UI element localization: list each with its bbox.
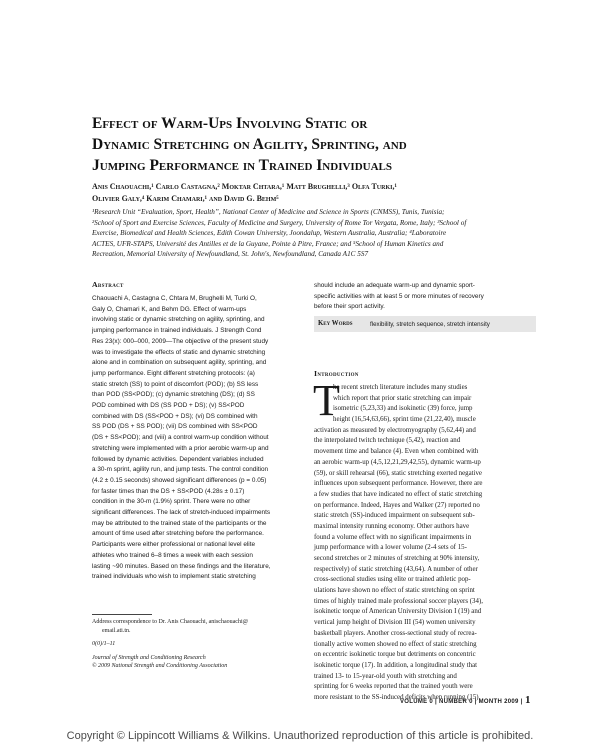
text-line: athletes who trained 6–8 times a week with each session: [92, 551, 253, 559]
text-line: second stretches or 2 minutes of stretching at 90% intensity,: [314, 555, 480, 562]
text-line: POD combined with DS (SS POD + DS); (v) SS<POD: [92, 402, 245, 410]
keywords-box: [314, 316, 536, 332]
introduction-heading: Introduction: [314, 369, 359, 378]
text-line: jumping performance in trained individuals. J Strength Cond: [92, 327, 262, 335]
text-line: involving static or dynamic stretching on agility, sprinting, and: [92, 316, 265, 324]
footnotes: [92, 618, 318, 671]
article-code: 0(0)/1–11: [92, 641, 116, 648]
text-line: Participants were either professional or national level elite: [92, 541, 256, 549]
text-line: isometric (5,23,33) and isokinetic (39) force, jump: [333, 405, 473, 413]
issue-info: VOLUME 0 | NUMBER 0 | MONTH 2009 |: [400, 699, 523, 705]
text-line: significant differences. The lack of stretch-induced impairments: [92, 509, 271, 517]
abstract-continuation: [314, 281, 534, 313]
text-line: on eccentric isokinetic torque but detriments on concentric: [314, 651, 476, 659]
text-line: cross-sectional studies using elite or trained athletic pop-: [314, 576, 471, 584]
text-line: activation as measured by electromyography (5,62,44) and: [314, 426, 476, 434]
text-line: trained 13- to 15-year-old youth with stretching and: [314, 672, 457, 680]
text-line: condition in the 30-m (1.9%) sprint. There were no other: [92, 498, 251, 506]
text-line: Res 23(x): 000–000, 2009—The objective of the present study: [92, 337, 269, 345]
text-line: he recent stretch literature includes many studies: [333, 384, 468, 391]
text-line: may be attributed to the trained state of the participants or the: [92, 519, 267, 527]
text-line: SS POD (DS + SS POD); (vii) DS combined with SS<POD: [92, 423, 258, 431]
page-number: 1: [525, 694, 531, 706]
text-line: isokinetic torque of American University Division I (19) and: [314, 608, 482, 616]
author-list: [92, 181, 532, 205]
affiliations: [92, 207, 532, 260]
text-line: found a volume effect with no significant impairments in: [314, 533, 472, 541]
text-line: Galy O, Chamari K, and Behm DG. Effect of warm-ups: [92, 305, 247, 313]
text-line: respectively) of static stretching (43,64). A number of other: [314, 565, 478, 573]
text-line: combined with DS (SS<POD + DS); (vi) DS combined with: [92, 412, 258, 420]
text-line: jump performance with a lower volume (2-4 sets of 15-: [314, 544, 467, 552]
text-line: movement time and balance (4). Even when combined with: [314, 448, 479, 456]
correspondence-email[interactable]: email.ati.tn.: [102, 627, 131, 634]
text-line: more resistant to the SS-induced deficits when running (15).: [314, 693, 481, 701]
text-line: (4.2 ± 0.15 seconds) showed significant differences (p = 0.05): [92, 476, 267, 484]
text-line: sprinting for 6 weeks reported that the trained youth were: [314, 683, 473, 691]
author-line: Olivier Galy,⁴ Karim Chamari,¹ and David G. Behm⁵: [92, 194, 279, 203]
text-line: a 30-m sprint, agility run, and jump tests. The control condition: [92, 466, 269, 474]
text-line: should include an adequate warm-up and dynamic sport-: [314, 282, 475, 289]
text-line: lasting ~90 minutes. Based on these findings and the literature,: [92, 562, 271, 570]
author-line: Anis Chaouachi,¹ Carlo Castagna,² Moktar Chtara,¹ Matt Brughelli,³ Olfa Turki,¹: [92, 182, 397, 191]
text-line: maximal intensity running economy. Other authors have: [314, 522, 470, 530]
correspondence-note: Address correspondence to Dr. Anis Chaouachi, anischaouachi@: [92, 619, 249, 625]
affiliation-line: ¹Research Unit “Evaluation, Sport, Health”, National Center of Medicine and Science in Sports (CNMSS), Tunis, Tunisia;: [92, 208, 445, 216]
text-line: an aerobic warm-up (4,5,12,21,29,42,55), dynamic warm-up: [314, 458, 481, 466]
title-line: Dynamic Stretching on Agility, Sprinting, and: [92, 136, 407, 153]
copyright-banner: Copyright © Lippincott Williams & Wilkins. Unauthorized reproduction of this article is prohibited.: [66, 730, 534, 742]
text-line: than POD (SS<POD); (c) dynamic stretching (DS); (d) SS: [92, 391, 255, 399]
text-line: isokinetic torque (17). In addition, a longitudinal study that: [314, 661, 478, 669]
affiliation-line: ACTES, UFR-STAPS, Université des Antilles et de la Guyane, Pointe à Pitre, France; and ⁵School of Human Kinetics and: [92, 239, 444, 248]
text-line: times of highly trained male professional soccer players (34),: [314, 597, 483, 605]
text-line: on performance. Indeed, Hayes and Walker (27) reported no: [314, 501, 480, 509]
text-line: height (16,54,63,66), sprint time (21,22,40), muscle: [333, 416, 476, 424]
text-line: a few studies that have indicated no effect of static stretching: [314, 490, 483, 498]
text-line: alone and in combination on subsequent agility, sprinting, and: [92, 359, 267, 367]
text-line: static stretch (SS)-induced impairment on subsequent sub-: [314, 512, 475, 520]
text-line: the interpolated twitch technique (5,42), reaction and: [314, 437, 461, 445]
text-line: Chaouachi A, Castagna C, Chtara M, Brughelli M, Turki O,: [92, 295, 257, 302]
abstract-body: [92, 294, 318, 583]
affiliation-line: Exercise, Biomedical and Health Sciences, Edith Cowan University, Joondalup, Western Australia, Australia; ⁴Laboratoire: [92, 229, 447, 237]
text-line: (59), or skill rehearsal (66), static stretching exerted negative: [314, 469, 482, 477]
journal-name: Journal of Strength and Conditioning Research: [92, 654, 206, 661]
text-line: amount of time used after stretching before the performance.: [92, 530, 264, 538]
drop-cap: T: [313, 376, 340, 425]
keywords-text: flexibility, stretch sequence, stretch intensity: [370, 320, 490, 328]
footnote-rule: [92, 614, 152, 615]
title-line: Effect of Warm-Ups Involving Static or: [92, 115, 368, 132]
article-title: [92, 113, 532, 176]
introduction-body: [313, 376, 536, 704]
text-line: before their sport activity.: [314, 303, 385, 311]
text-line: was to investigate the effects of static and dynamic stretching: [92, 348, 266, 356]
text-line: trained individuals who wish to implement static stretching: [92, 573, 256, 581]
text-line: influences upon subsequent performance. However, there are: [314, 480, 483, 488]
text-line: tionally active women showed no effect of static stretching: [314, 640, 477, 648]
text-line: stretching were implemented with a prior aerobic warm-up and: [92, 444, 269, 452]
abstract-heading: Abstract: [92, 280, 124, 289]
text-line: (DS + SS<POD); and (viii) a control warm-up condition without: [92, 434, 269, 442]
text-line: ulations have shown no effect of static stretching on sprint: [314, 587, 475, 595]
text-line: jump performance. Eight different stretching protocols: (a): [92, 369, 255, 377]
text-line: basketball players. Another cross-sectional study of recrea-: [314, 629, 477, 637]
text-line: which report that prior static stretching can impair: [333, 394, 472, 402]
keywords-label: Key Words: [318, 320, 353, 327]
affiliation-line: Recreation, Memorial University of Newfoundland, St. John's, Newfoundland, Canada A1C 5S7: [92, 250, 369, 258]
text-line: static stretch (SS) to point of discomfort (POD); (b) SS less: [92, 380, 259, 388]
text-line: vertical jump height of Division III (54) women university: [314, 619, 476, 627]
journal-copyright: © 2009 National Strength and Conditioning Association: [92, 663, 228, 670]
text-line: specific activities with at least 5 or more minutes of recovery: [314, 292, 484, 300]
text-line: followed by dynamic activities. Dependent variables included: [92, 455, 264, 463]
title-line: Jumping Performance in Trained Individuals: [92, 157, 392, 174]
text-line: for faster times than the DS + SS<POD (4.28s ± 0.17): [92, 487, 245, 495]
affiliation-line: ²School of Sport and Exercise Sciences, Faculty of Medicine and Surgery, University of Rome Tor Vergata, Rome, Italy; ³School of: [92, 218, 467, 227]
